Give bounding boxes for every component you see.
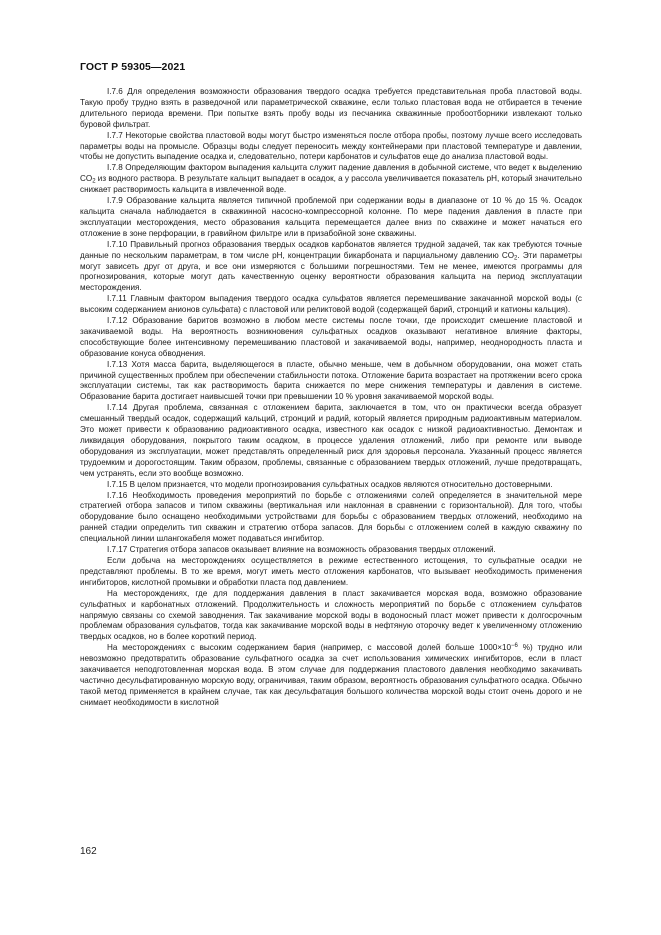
page-number: 162	[80, 846, 97, 857]
paragraph-i-7-8	[80, 163, 582, 196]
text-run: I.7.10 Правильный прогноз образования твердых осадков карбонатов является трудной задачей, так как требуются точные данные по нескольким параметрам, в том числе pH, концентрации бикарбоната и парциальному давлению CO	[80, 239, 582, 260]
subscript: 2	[92, 178, 96, 185]
text-run: %) трудно или невозможно предотвратить образование сульфатного осадка за счет использования химических ингибиторов, если в пласт закачивается неподготовленная морская вода. В этом случае для поддержания пластового давления необходимо закачивать частично десульфатированную морскую воду, ограничивая, таким образом, вероятность образования сульфатного осадка. Обычно такой метод применяется в крайнем случае, так как десульфатация большого количества морской воды стоит очень дорого и не снимает необходимости в кислотной	[80, 643, 582, 707]
text-run: из водного раствора. В результате кальцит выпадает в осадок, а у рассола увеличивается показатель pH, который значительно снижает растворимость кальцита в извлеченной воде.	[80, 174, 582, 195]
paragraph-i-7-15: I.7.15 В целом признается, что модели прогнозирования сульфатных осадков являются относительно достоверными.	[107, 479, 553, 489]
paragraph-i-7-12: I.7.12 Образование баритов возможно в любом месте системы после точки, где происходит смешение пластовой и закачиваемой воды. На вероятность возникновения сульфатных осадков оказывают негативное влияние факторы, способствующие более интенсивному перемешиванию пластовой и закачиваемой воды, например, неоднородность пласта и образование конуса обводнения.	[80, 316, 582, 358]
superscript: −6	[511, 643, 518, 650]
paragraph-i-7-11: I.7.11 Главным фактором выпадения твердого осадка сульфатов является перемешивание закачанной морской воды (с высоким содержанием анионов сульфата) с пластовой или реликтовой водой (содержащей барий, стронций и катионы кальция).	[80, 294, 582, 315]
paragraph-i-7-13: I.7.13 Хотя масса барита, выделяющегося в пласте, обычно меньше, чем в добычном оборудовании, она может стать причиной существенных проблем при обеспечении стабильности потока. Отложение барита возрастает на протяжении всего срока эксплуатации системы, так как растворимость барита снижается по мере снижения температуры и давления в системе. Образование барита достигает наивысшей точки при превышении 10 % уровня закачиваемой морской воды.	[80, 359, 582, 402]
paragraph-natural-depletion: Если добыча на месторождениях осуществляется в режиме естественного истощения, то сульфатные осадки не представляют проблемы. В то же время, могут иметь место отложения карбонатов, что вызывает необходимость применения ингибиторов, кислотной промывки и обработки пласта под давлением.	[80, 555, 582, 587]
text-run: . Эти параметры могут зависеть друг от друга, и все они измеряются с большими погрешностями. Тем не менее, имеются программы для прогнозирования, которые могут дать качественную оценку вероятности образования кальцита на период эксплуатации месторождения.	[80, 250, 582, 293]
text-run: I.7.8 Определяющим фактором выпадения кальцита служит падение давления в добычной системе, что ведет к выделению CO	[80, 163, 582, 184]
standard-header: ГОСТ Р 59305—2021	[80, 61, 186, 73]
paragraph-i-7-9: I.7.9 Образование кальцита является типичной проблемой при содержании воды в диапазоне от 10 % до 15 %. Осадок кальцита сначала наблюдается в скважинной насосно-компрессорной колонне. По мере падения давления в пласте при эксплуатации месторождения, место образования кальцита перемещается далее вниз по скважине и может начаться его отложение в зоне перфорации, в гравийном фильтре или в призабойной зоне скважины.	[80, 196, 582, 238]
paragraph-i-7-14: I.7.14 Другая проблема, связанная с отложением барита, заключается в том, что он практически всегда образует смешанный твердый осадок, содержащий кальций, стронций и радий, который является природным радиоактивным материалом. Это может привести к образованию радиоактивного осадка, известного как осадок с низкой радиоактивностью. Демонтаж и ликвидация оборудования, покрытого таким осадком, в процессе удаления отложений, либо при ремонте или выводе оборудования из эксплуатации, может представлять определенный риск для здоровья персонала. Указанный процесс является трудоемким и дорогостоящим. Таким образом, проблемы, связанные с образованием твердых отложений, лучше предотвращать, чем устранять, если это вообще возможно.	[80, 403, 582, 478]
text-run: На месторождениях с высоким содержанием бария (например, с массовой долей больше 1000×10	[107, 643, 512, 653]
paragraph-i-7-17: I.7.17 Стратегия отбора запасов оказывает влияние на возможность образования твердых отложений.	[107, 545, 496, 555]
subscript: 2	[514, 255, 518, 262]
body-text	[80, 87, 582, 709]
paragraph-i-7-6: I.7.6 Для определения возможности образования твердого осадка требуется представительная проба пластовой воды. Такую пробу трудно взять в разведочной или параметрической скважине, если только пластовая вода не отбирается в течение длительного периода времени. При попытке взять пробу воды из песчаника скважинные пробоотборники извлекают только буровой фильтрат.	[80, 87, 582, 129]
paragraph-high-barium	[80, 643, 582, 708]
paragraph-seawater-injection: На месторождениях, где для поддержания давления в пласт закачивается морская вода, возможно образование сульфатных и карбонатных отложений. Продолжительность и сложность мероприятий по борьбе с отложением сульфатов напрямую связаны со схемой заводнения. Так закачивание морской воды в водоносный пласт может привести к долгосрочным проблемам образования сульфатов, тогда как закачивание морской воды в нефтяную оторочку ведет к увеличенному отложению твердых осадков, но в более короткий период.	[80, 588, 582, 642]
paragraph-i-7-16: I.7.16 Необходимость проведения мероприятий по борьбе с отложениями солей определяется в значительной мере стратегией отбора запасов и типом скважины (вертикальная или наклонная в сравнении с горизонтальной). Для того, чтобы оборудование было оснащено необходимыми устройствами для борьбы с образованием твердых отложений, необходимо на ранней стадии определить тип скважин и стратегию отбора запасов. Для борьбы с отложением солей в каждую скважину по специальной линии шлангокабеля может подаваться ингибитор.	[80, 490, 582, 544]
paragraph-i-7-7: I.7.7 Некоторые свойства пластовой воды могут быстро изменяться после отбора пробы, поэтому лучше всего исследовать параметры воды на промысле. Образцы воды следует переносить между контейнерами при пластовой температуре и давлении, чтобы не допустить выпадение осадка и, следовательно, потери карбонатов и сульфатов еще до анализа пластовой воды.	[80, 130, 582, 162]
paragraph-i-7-10	[80, 240, 582, 295]
